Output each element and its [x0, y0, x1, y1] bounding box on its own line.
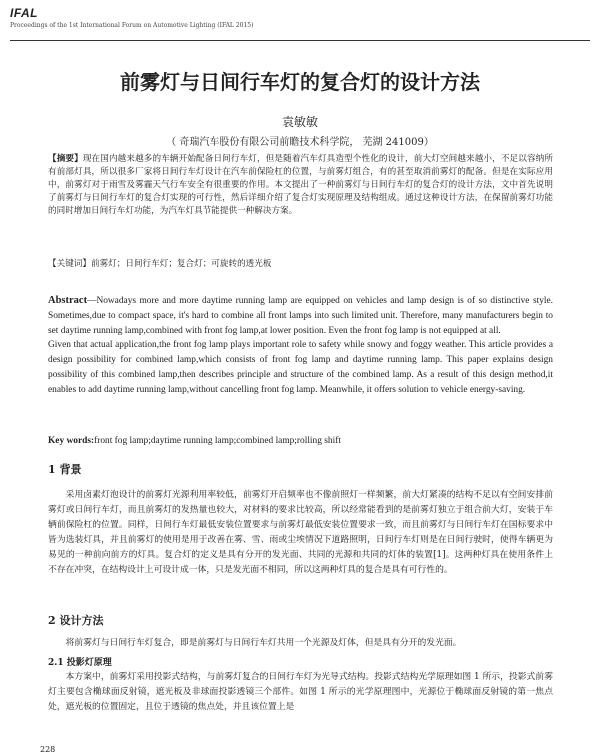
- cn-abstract-label: 【摘要】: [48, 154, 83, 164]
- section-2-heading: 2 设计方法: [48, 614, 104, 627]
- proceedings-header: [10, 6, 590, 29]
- en-abstract-p1: —Nowadays more and more daytime running lamp are equipped on vehicles and lamp design is of so distinctive style. Sometimes,due to compact space, it's hard to combine all front lamps into such limited unit. Therefore, many manufacturers begin to set daytime running lamp,combined with front fog lamp,at lower position. Even the front fog lamp is not equipped at all.: [48, 296, 553, 336]
- section-2-1-text: 本方案中，前雾灯采用投影式结构，与前雾灯复合的日间行车灯为光导式结构。投影式结构光学原理如图 1 所示，投影式前雾灯主要包含椭球面反射镜，遮光板及非球面投影透镜三个部件。如图 1 所示的光学原理图中，光源位于椭球面反射镜的第一焦点处，遮光板的位置固定，且位于透镜的焦点处，并且该位置上是: [48, 672, 553, 712]
- en-abstract-p2: Given that actual application,the front fog lamp plays important role to safety while snowy and foggy weather. This article provides a design possibility for combined lamp,which consists of front fog lamp and daytime running lamp. This paper explains design possibility of this combined lamp,then describes principle and structure of the combined lamp. As a result of this design method,it enables to add daytime running lamp,without cancelling front fog lamp. Meanwhile, it offers solution to vehicle energy-saving.: [48, 340, 553, 395]
- english-abstract: [48, 294, 553, 398]
- page-number: 228: [40, 745, 56, 754]
- cn-keywords-text: 前雾灯；日间行车灯；复合灯；可旋转的透光板: [90, 259, 272, 269]
- ifal-logo: IFAL: [10, 6, 38, 20]
- en-abstract-label: Abstract: [48, 295, 88, 306]
- paper-affiliation: （ 奇瑞汽车股份有限公司前瞻技术科学院， 芜湖 241009）: [166, 137, 434, 148]
- paper-title: 前雾灯与日间行车灯的复合灯的设计方法: [120, 70, 480, 94]
- section-2-text: 将前雾灯与日间行车灯复合，即是前雾灯与日间行车灯共用一个光源及灯体，但是具有分开的发光面。: [65, 638, 462, 648]
- chinese-keywords: [48, 258, 553, 271]
- section-2-1-heading: 2.1 投影灯原理: [48, 658, 112, 668]
- chinese-abstract: [48, 153, 553, 218]
- paper-author: 袁敏敏: [281, 115, 318, 129]
- section-1-heading: 1 背景: [48, 463, 82, 476]
- proceedings-line: Proceedings of the 1st International Forum on Automotive Lighting (IFAL 2015): [10, 22, 254, 29]
- section-1-text: 采用卤素灯泡设计的前雾灯光源利用率较低，前雾灯开启频率也不像前照灯一样频繁，前大灯紧凑的结构不足以有空间安排前雾灯或日间行车灯，而且前雾灯的发热量也较大，对材料的要求比较高，所以经常能看到的是前雾灯独立于组合前大灯，安装于车辆前保险杠的位置。同样，日间行车灯最低安装位置要求与前雾灯最低安装位置要求一致，而且前雾灯与日间行车灯在国标要求中皆为选装灯具，并且前雾灯的使用是用于改善在雾、雪、雨或尘埃情况下道路照明，日间行车灯则是在日间行驶时，使得车辆更为易见的一种前向前方的灯具。复合灯的定义是具有分开的发光面、共同的光源和共同的灯体的装置[1]。这两种灯具在使用条件上不存在冲突，在结构设计上可设计成一体，只是发光面不相同，所以这两种灯具的复合是具有可行性的。: [48, 490, 553, 575]
- header-divider: [10, 40, 590, 41]
- cn-abstract-text: 现在国内越来越多的车辆开始配备日间行车灯，但是随着汽车灯具造型个性化的设计，前大灯空间越来越小，不足以容纳所有前部灯具，所以很多厂家将日间行车灯设计在汽车前保险杠的位置，与前雾灯组合，有的甚至取消前雾灯的配备。但是在实际应用中，前雾灯对于雨雪及雾霾天气行车安全有很重要的作用。本文提出了一种前雾灯与日间行车灯的复合灯的设计方法，文中首先说明了前雾灯与日间行车灯的复合灯实现的可行性，然后详细介绍了复合灯实现原理及结构组成。通过这种设计方法，在保留前雾灯功能的同时增加日间行车灯功能，为汽车灯具节能提供一种解决方案。: [48, 154, 553, 216]
- english-keywords: [48, 436, 553, 446]
- cn-keywords-label: 【关键词】: [48, 259, 91, 269]
- en-keywords-label: Key words:: [48, 436, 95, 446]
- en-keywords-text: front fog lamp;daytime running lamp;combined lamp;rolling shift: [94, 436, 341, 446]
